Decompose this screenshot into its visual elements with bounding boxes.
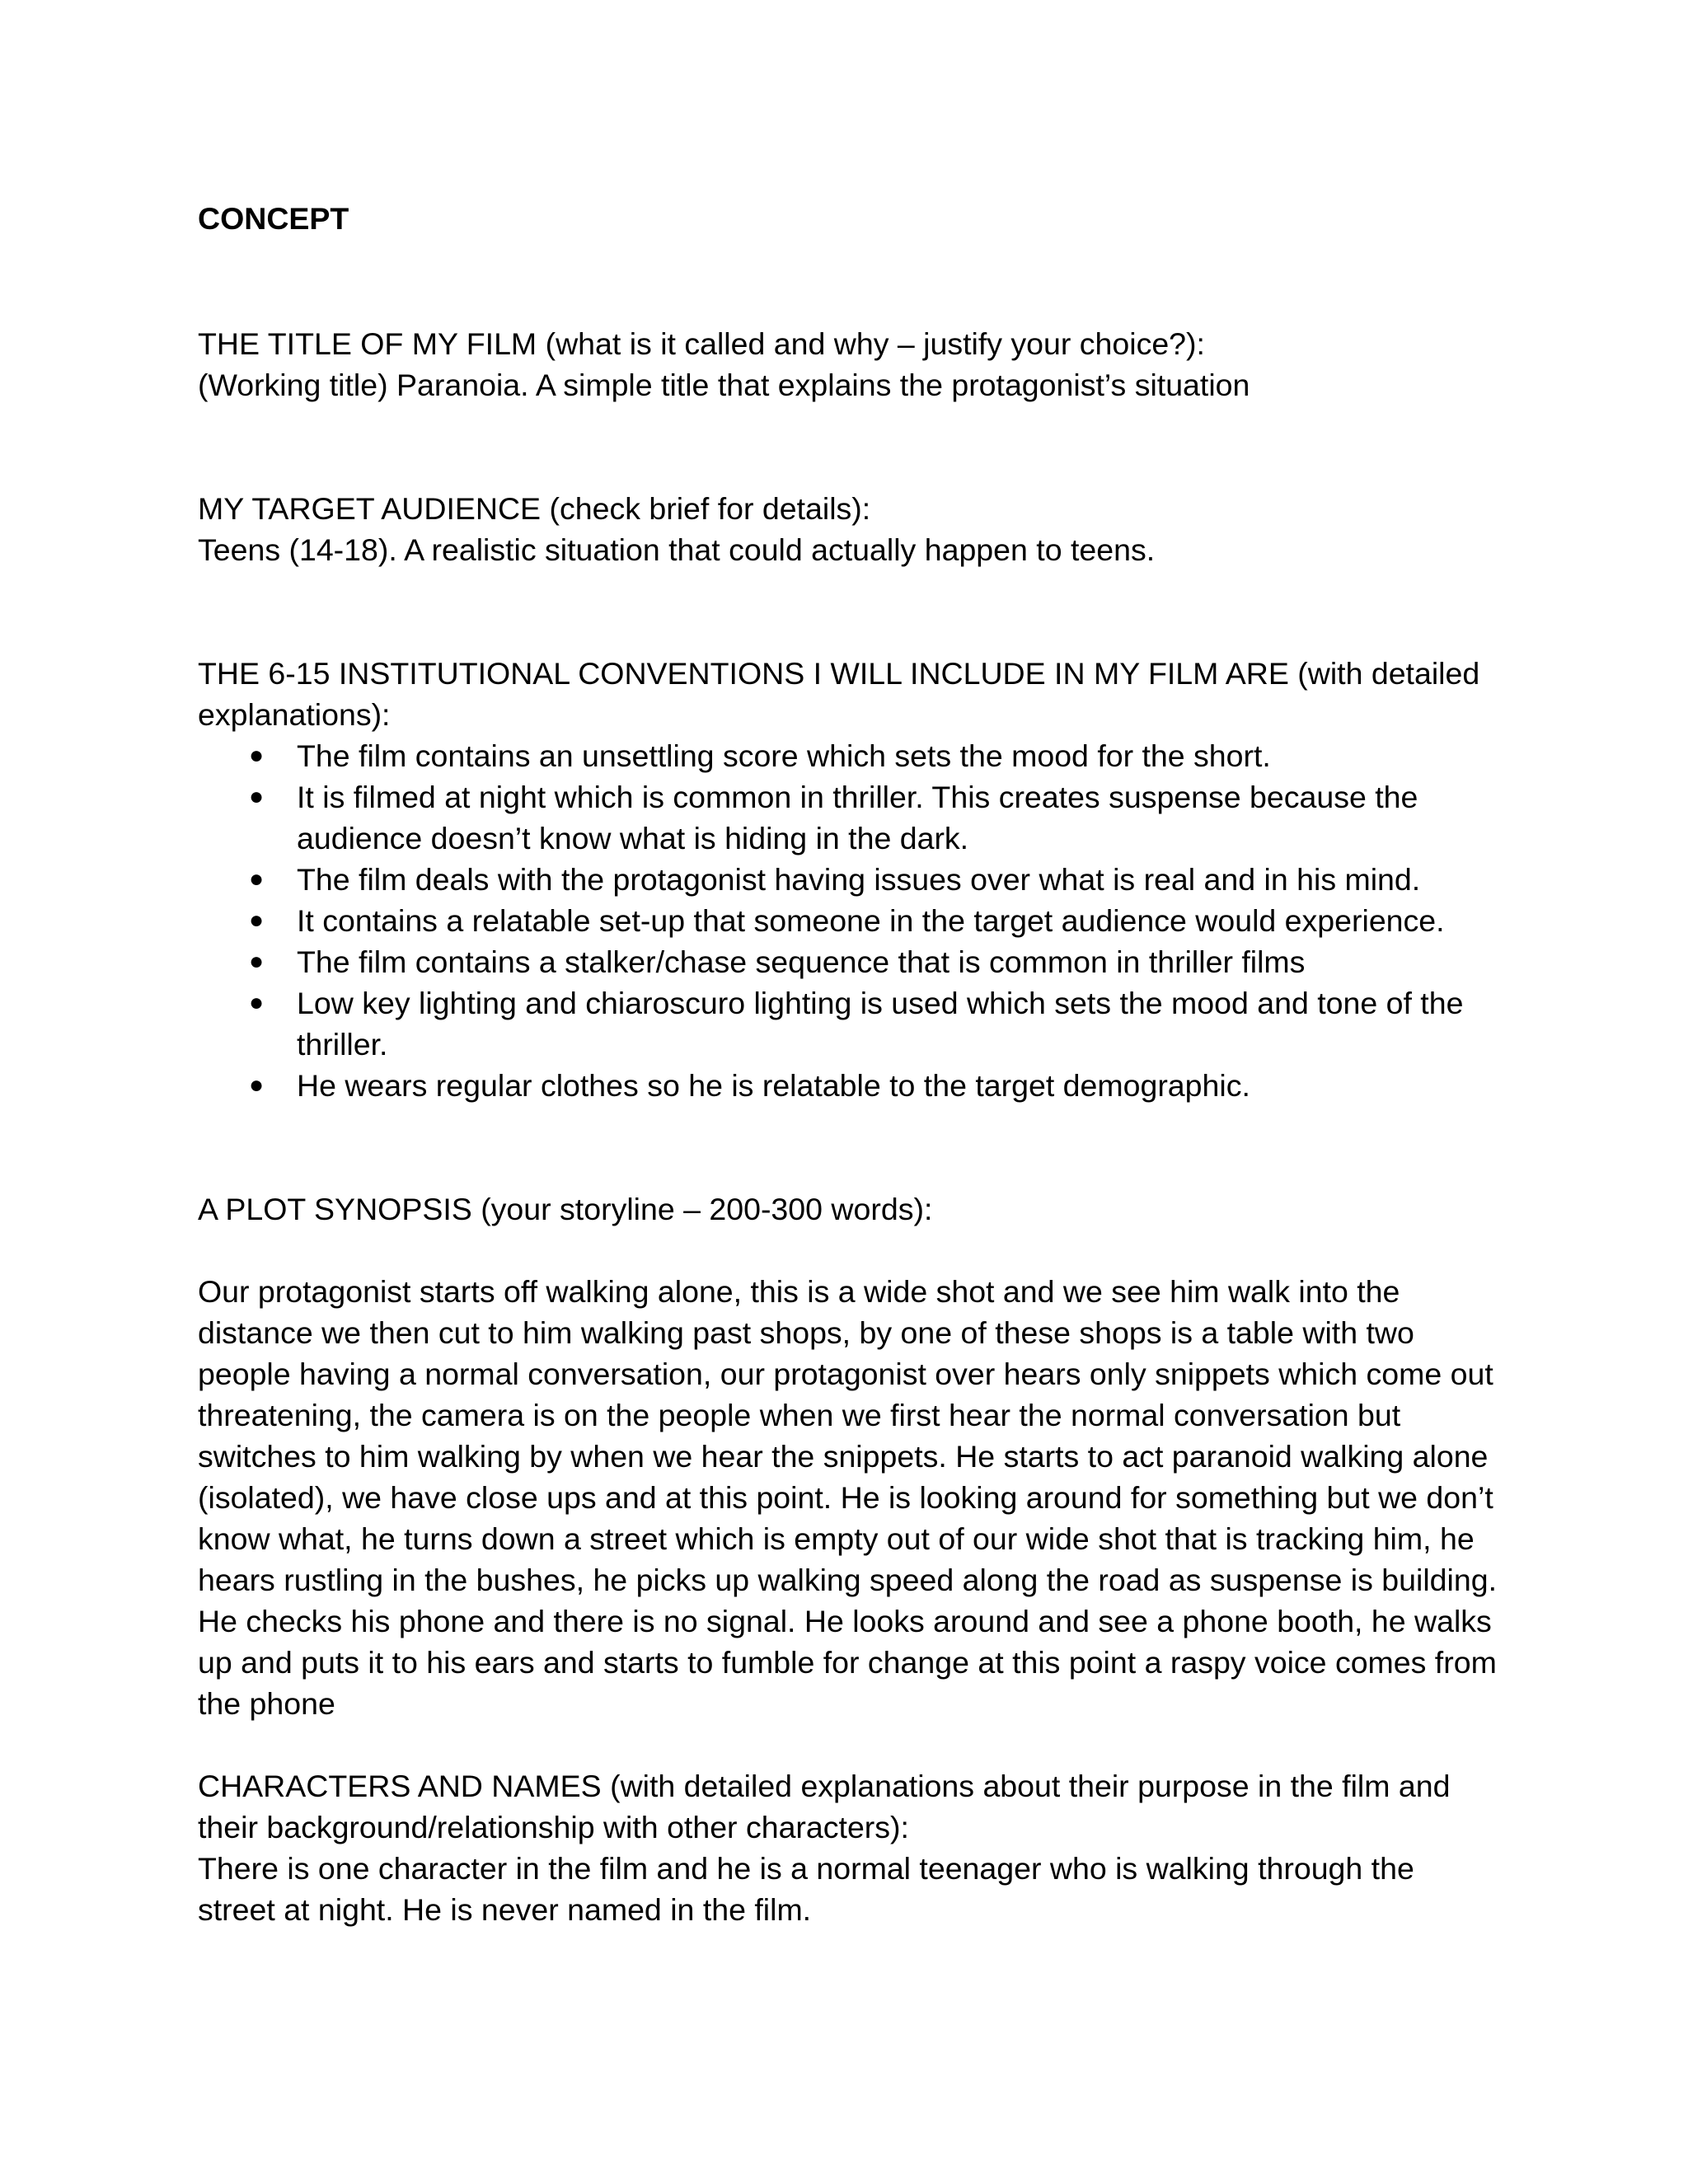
conventions-list	[198, 735, 1500, 1106]
bullet-icon: ●	[249, 1071, 265, 1099]
characters-prompt: CHARACTERS AND NAMES (with detailed explanations about their purpose in the film and their background/relationship with other characters):	[198, 1769, 1451, 1844]
target-audience-prompt: MY TARGET AUDIENCE (check brief for details):	[198, 491, 871, 526]
characters-answer: There is one character in the film and he is a normal teenager who is walking through the street at night. He is never named in the film.	[198, 1851, 1414, 1927]
plot-synopsis-prompt: A PLOT SYNOPSIS (your storyline – 200-300 words):	[198, 1192, 933, 1226]
plot-synopsis-body: Our protagonist starts off walking alone, this is a wide shot and we see him walk into the distance we then cut to him walking past shops, by one of these shops is a table with two people having a normal conversation, our protagonist over hears only snippets which come out threatening, the camera is on the people when we first hear the normal conversation but switches to him walking by when we hear the snippets. He starts to act paranoid walking alone (isolated), we have close ups and at this point. He is looking around for something but we don’t know what, he turns down a street which is empty out of our wide shot that is tracking him, he hears rustling in the bushes, he picks up walking speed along the road as suspense is building. He checks his phone and there is no signal. He looks around and see a phone booth, he walks up and puts it to his ears and starts to fumble for change at this point a raspy voice comes from the phone	[198, 1274, 1497, 1721]
list-item-text: It contains a relatable set-up that someone in the target audience would experience.	[297, 903, 1445, 938]
list-item	[198, 941, 1500, 982]
list-item-text: The film contains a stalker/chase sequence that is common in thriller films	[297, 944, 1306, 979]
list-item	[198, 982, 1500, 1065]
characters-section	[198, 1765, 1500, 1930]
page-heading: CONCEPT	[198, 201, 349, 236]
conventions-prompt: THE 6-15 INSTITUTIONAL CONVENTIONS I WILL INCLUDE IN MY FILM ARE (with detailed explanations):	[198, 656, 1480, 732]
bullet-icon: ●	[249, 948, 265, 975]
bullet-icon: ●	[249, 865, 265, 893]
target-audience-section	[198, 488, 1500, 570]
film-title-prompt: THE TITLE OF MY FILM (what is it called and why – justify your choice?):	[198, 326, 1205, 361]
film-title-answer: (Working title) Paranoia. A simple title that explains the protagonist’s situation	[198, 368, 1250, 402]
list-item	[198, 1065, 1500, 1106]
list-item	[198, 735, 1500, 776]
list-item-text: The film deals with the protagonist having issues over what is real and in his mind.	[297, 862, 1421, 897]
list-item	[198, 776, 1500, 859]
plot-synopsis-section	[198, 1188, 1500, 1724]
film-title-section	[198, 323, 1500, 405]
list-item-text: He wears regular clothes so he is relatable to the target demographic.	[297, 1068, 1250, 1103]
bullet-icon: ●	[249, 783, 265, 810]
list-item	[198, 900, 1500, 941]
list-item	[198, 859, 1500, 900]
list-item-text: The film contains an unsettling score which sets the mood for the short.	[297, 738, 1271, 773]
bullet-icon: ●	[249, 907, 265, 934]
bullet-icon: ●	[249, 989, 265, 1016]
conventions-section	[198, 653, 1500, 1106]
target-audience-answer: Teens (14-18). A realistic situation that could actually happen to teens.	[198, 532, 1156, 567]
list-item-text: Low key lighting and chiaroscuro lighting is used which sets the mood and tone of the thriller.	[297, 986, 1464, 1062]
list-item-text: It is filmed at night which is common in thriller. This creates suspense because the audience doesn’t know what is hiding in the dark.	[297, 780, 1418, 855]
bullet-icon: ●	[249, 742, 265, 769]
